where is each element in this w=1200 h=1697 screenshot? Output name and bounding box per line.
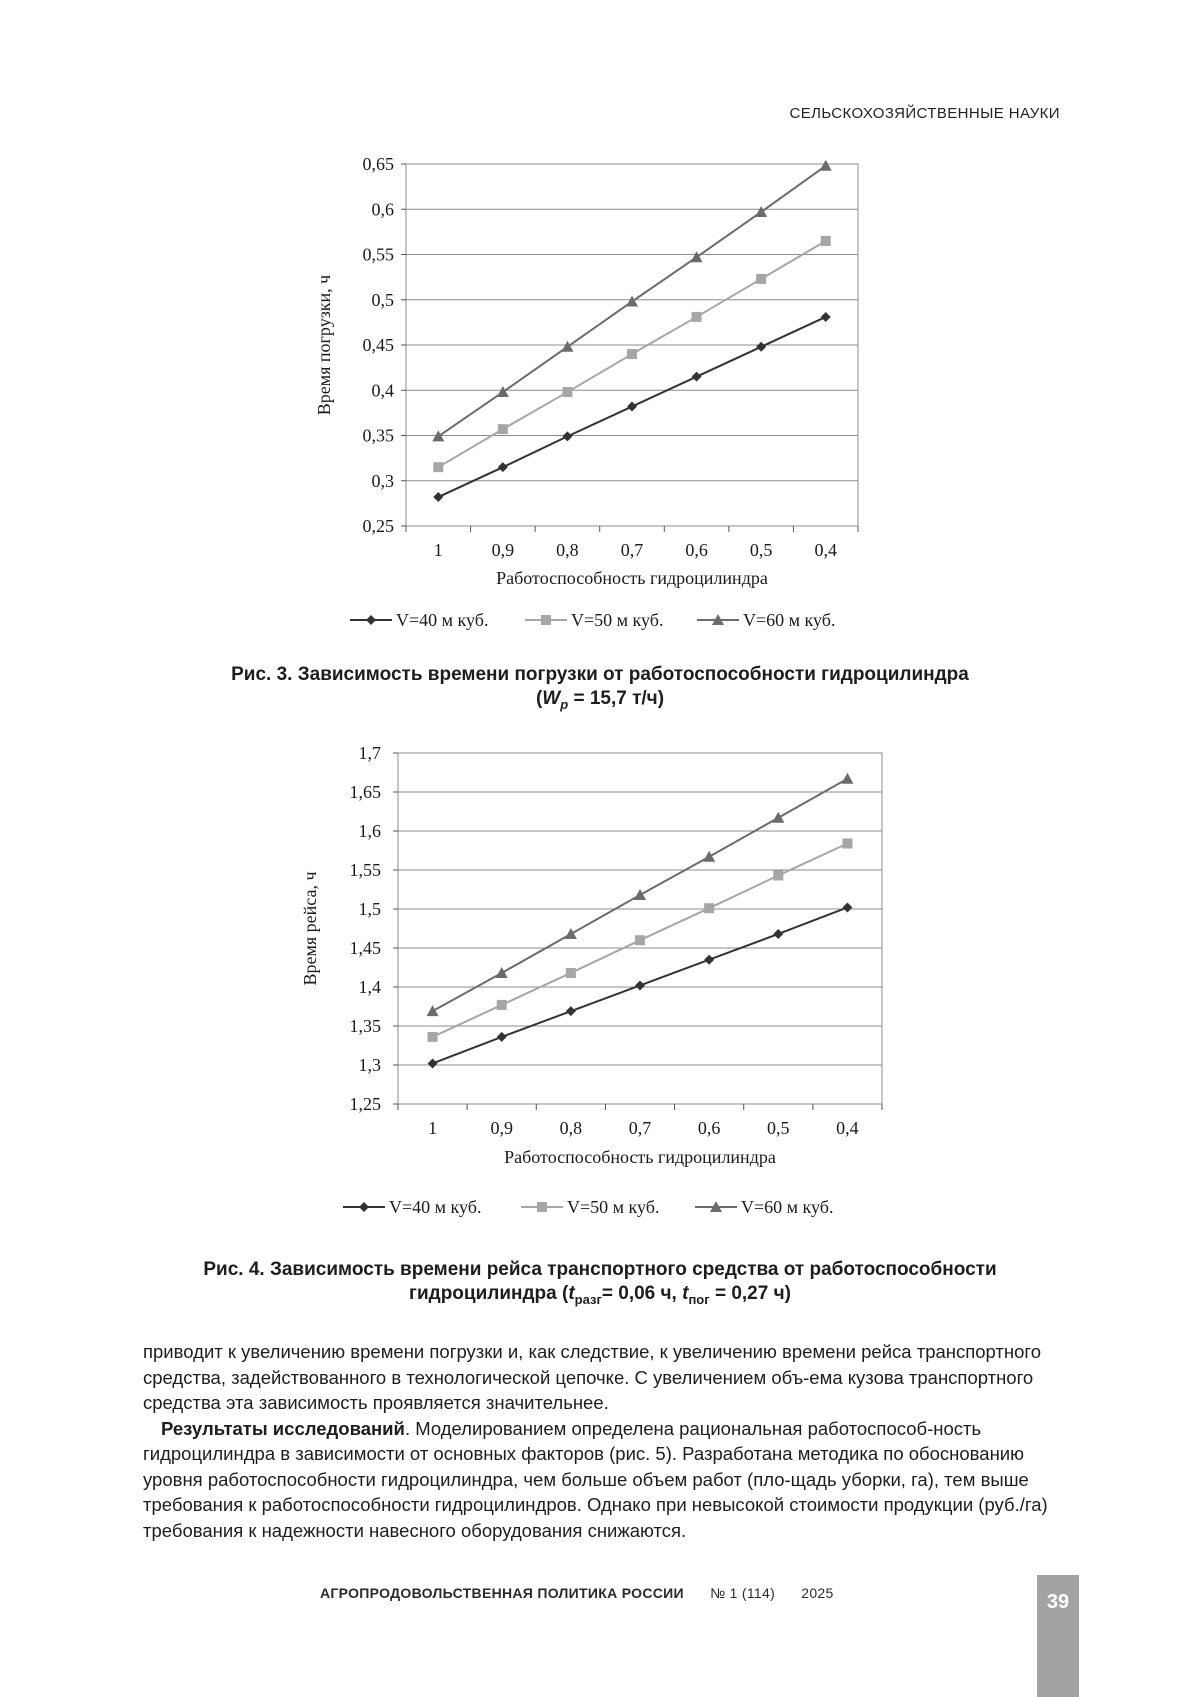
fig3-legend-label-1: V=40 м куб.	[396, 610, 489, 630]
fig4-y-tick-label: 1,35	[349, 1016, 381, 1036]
fig3-x-tick-label: 0,6	[685, 540, 708, 560]
fig4-y-tick-label: 1,65	[349, 782, 381, 802]
fig3-series-1-point	[821, 312, 831, 322]
fig4-y-tick-label: 1,55	[349, 860, 381, 880]
fig3-y-tick-label: 0,5	[371, 289, 394, 310]
page-footer	[320, 1585, 856, 1601]
fig4-x-tick-label: 1	[428, 1118, 438, 1138]
fig4-x-tick-label: 0,9	[490, 1118, 513, 1138]
fig4-series-2-point	[497, 1000, 507, 1010]
fig4-series-1-point	[635, 980, 645, 990]
figure-4-caption	[130, 1258, 1070, 1312]
fig4-series-2-point	[773, 870, 783, 880]
fig3-y-tick-label: 0,3	[371, 470, 394, 491]
fig3-y-tick-label: 0,65	[362, 154, 394, 174]
fig4-legend-marker-2	[537, 1202, 547, 1212]
fig3-series-3-point	[561, 341, 573, 352]
fig3-series-1-point	[756, 342, 766, 352]
fig3-series-1-point	[627, 402, 637, 412]
fig3-series-1-point	[692, 372, 702, 382]
fig4-x-tick-label: 0,4	[836, 1118, 859, 1138]
fig3-series-1-point	[433, 492, 443, 502]
fig3-x-tick-label: 0,8	[556, 540, 579, 560]
fig4-plot-frame	[398, 753, 882, 1104]
figure-4-caption-line2: гидроцилиндра ($t_{разг}= 0,06$ ч, $t_{пог} = 0,27$ ч)	[409, 1283, 791, 1307]
figure-4-caption-line1: Рис. 4. Зависимость времени рейса транспортного средства от работоспособности	[203, 1259, 997, 1280]
fig4-x-axis-label: Работоспособность гидроцилиндра	[504, 1147, 776, 1167]
body-text	[143, 1339, 1055, 1543]
fig4-series-3-point	[634, 889, 646, 900]
fig4-y-tick-label: 1,3	[358, 1055, 381, 1075]
fig4-y-tick-label: 1,7	[358, 743, 381, 763]
fig4-legend-label-2: V=50 м куб.	[567, 1197, 660, 1217]
fig4-x-tick-label: 0,6	[697, 1118, 721, 1138]
fig4-series-2-point	[428, 1032, 438, 1042]
fig3-y-tick-label: 0,6	[371, 199, 394, 220]
fig3-y-tick-label: 0,55	[362, 244, 394, 265]
fig3-y-axis-label: Время погрузки, ч	[314, 274, 334, 416]
issue-year: 2025	[801, 1585, 834, 1601]
paragraph-1: приводит к увеличению времени погрузки и, как следствие, к увеличению времени рейса транспортного средства, задействованного в технологической цепочке. С увеличением объ-ема кузова транспортного средства эта зависимость проявляется значительнее.	[143, 1341, 1042, 1413]
fig3-series-1-point	[498, 462, 508, 472]
fig4-series-1-point	[842, 902, 852, 912]
fig3-legend-marker-2	[541, 615, 551, 625]
fig4-series-1-point	[704, 955, 714, 965]
fig3-legend-marker-1	[366, 615, 376, 625]
fig3-series-2-point	[692, 312, 702, 322]
fig4-series-1-point	[566, 1006, 576, 1016]
fig4-series-2-point	[704, 903, 714, 913]
fig3-series-3-point	[626, 296, 638, 307]
fig4-series-3-point	[703, 851, 715, 862]
fig4-series-1-point	[428, 1058, 438, 1068]
fig4-x-tick-label: 0,8	[559, 1118, 583, 1138]
fig3-series-3-point	[691, 251, 703, 262]
fig4-y-tick-label: 1,5	[358, 899, 381, 919]
fig4-y-axis-label: Время рейса, ч	[300, 871, 320, 986]
fig3-y-tick-label: 0,35	[362, 425, 394, 446]
fig3-series-2-point	[433, 462, 443, 472]
fig3-legend-label-3: V=60 м куб.	[743, 610, 836, 630]
fig4-series-2-point	[635, 935, 645, 945]
fig4-series-3-point	[496, 967, 508, 978]
fig3-y-tick-label: 0,25	[362, 516, 394, 536]
fig3-y-tick-label: 0,4	[371, 380, 394, 401]
fig3-x-tick-label: 0,7	[620, 540, 644, 560]
paragraph-2: Результаты исследований. Моделированием определена рациональная работоспособ-ность гидроцилиндра в зависимости от основных факторов (рис. 5). Разработана методика по обоснованию уровня работоспособности гидроцилиндра, чем больше объем работ (пло-щадь уборки, га), тем выше требования к работоспособности гидроцилиндров. Однако при невысокой стоимости продукции (руб./га) требования к надежности навесного оборудования снижаются.	[143, 1417, 1048, 1541]
fig3-series-3-point	[820, 160, 832, 171]
fig4-legend-marker-1	[359, 1202, 369, 1212]
fig4-y-tick-label: 1,45	[349, 938, 381, 958]
fig3-series-2-point	[562, 387, 572, 397]
fig4-x-tick-label: 0,7	[628, 1118, 652, 1138]
running-head: СЕЛЬСКОХОЗЯЙСТВЕННЫЕ НАУКИ	[789, 105, 1060, 122]
fig4-series-3-point	[841, 773, 853, 784]
fig4-series-1-point	[497, 1032, 507, 1042]
issue-number: № 1 (114)	[710, 1585, 776, 1601]
figure-3-caption-line1: Рис. 3. Зависимость времени погрузки от работоспособности гидроцилиндра	[231, 664, 969, 685]
fig3-series-2-point	[627, 349, 637, 359]
fig3-x-tick-label: 0,5	[749, 540, 773, 560]
fig4-series-2-point	[566, 968, 576, 978]
fig3-series-3-point	[497, 386, 509, 397]
fig4-series-2-point	[842, 838, 852, 848]
fig3-series-2-point	[756, 274, 766, 284]
fig4-y-tick-label: 1,25	[349, 1094, 381, 1114]
fig4-series-3-point	[772, 812, 784, 823]
fig3-x-tick-label: 0,4	[814, 540, 837, 560]
fig4-legend-label-3: V=60 м куб.	[741, 1197, 834, 1217]
fig3-legend-label-2: V=50 м куб.	[571, 610, 664, 630]
fig3-x-tick-label: 0,9	[491, 540, 515, 560]
fig4-y-tick-label: 1,4	[358, 977, 381, 997]
fig3-x-tick-label: 1	[433, 540, 443, 560]
figure-3-chart	[0, 140, 1200, 650]
fig3-y-tick-label: 0,45	[362, 335, 394, 355]
figure-3-caption-line2: ($W_p = 15,7$ т/ч)	[535, 688, 665, 712]
journal-name: АГРОПРОДОВОЛЬСТВЕННАЯ ПОЛИТИКА РОССИИ	[320, 1585, 684, 1601]
fig3-series-2-point	[498, 424, 508, 434]
fig4-y-tick-label: 1,6	[358, 821, 381, 841]
fig4-series-3-point	[565, 928, 577, 939]
fig4-series-1-point	[773, 929, 783, 939]
fig3-x-axis-label: Работоспособность гидроцилиндра	[496, 568, 768, 588]
page-tab	[1037, 1575, 1079, 1697]
fig3-series-2-point	[821, 236, 831, 246]
fig4-x-tick-label: 0,5	[767, 1118, 790, 1138]
fig4-legend-label-1: V=40 м куб.	[389, 1197, 482, 1217]
figure-3-caption	[130, 663, 1070, 717]
page-number: 39	[1046, 1591, 1070, 1613]
fig3-series-1-point	[562, 431, 572, 441]
figure-4-chart	[0, 730, 1200, 1240]
fig3-series-3-point	[755, 206, 767, 217]
fig4-series-3-point	[427, 1005, 439, 1016]
section-heading: Результаты исследований	[161, 1417, 405, 1439]
